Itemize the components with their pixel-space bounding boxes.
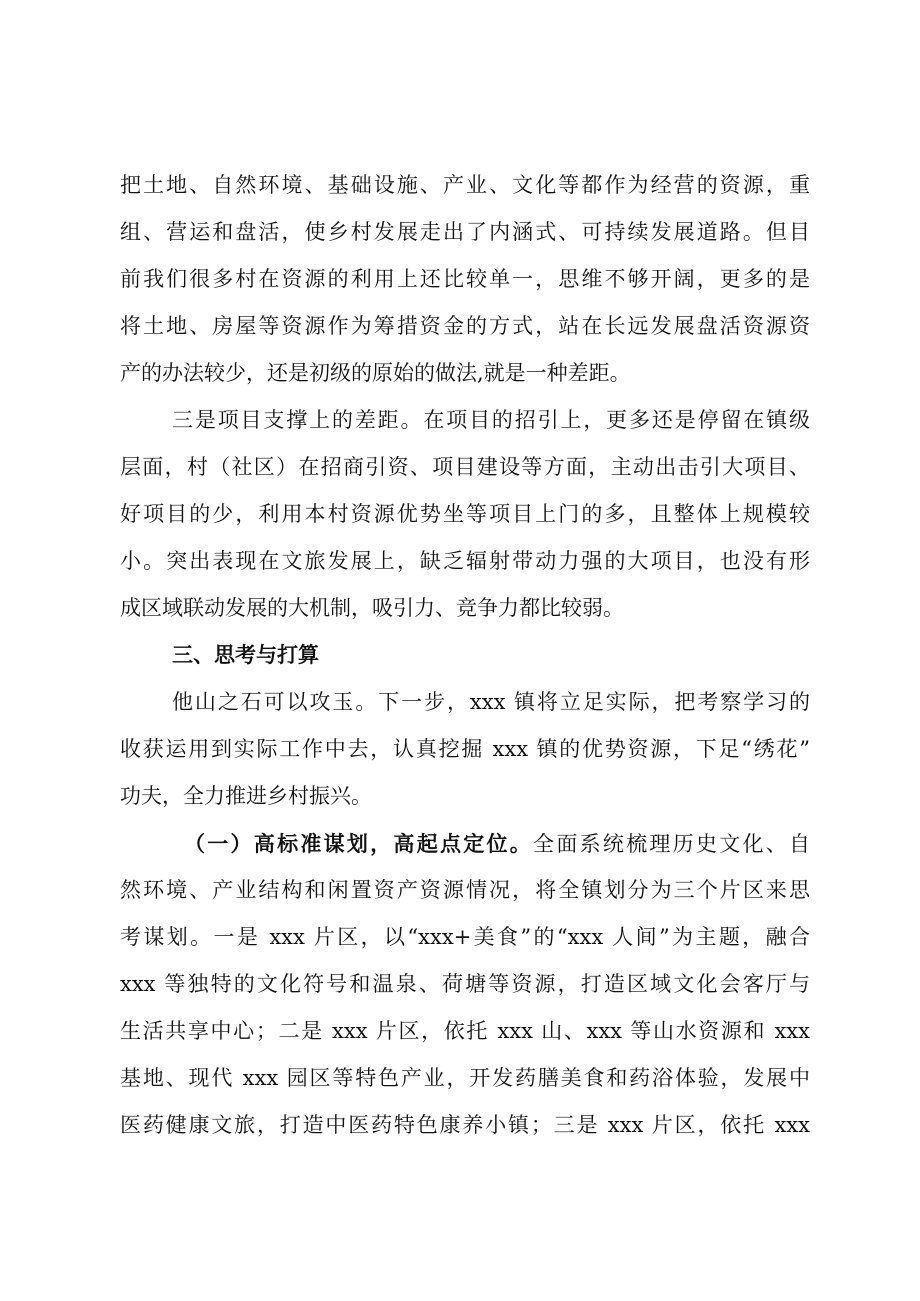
paragraph-4-line-1-rest: 全面系统梳理历史文化、自 [533,832,810,856]
paragraph-2-line-2: 层面，村（社区）在招商引资、项目建设等方面，主动出击引大项目、 [120,455,810,479]
paragraph-2-line-5: 成区域联动发展的大机制，吸引力、竞争力都比较弱。 [120,596,624,620]
paragraph-1-line-5: 产的办法较少，还是初级的原始的做法,就是一种差距。 [120,361,631,385]
paragraph-1-line-1: 把土地、自然环境、基础设施、产业、文化等都作为经营的资源，重 [120,173,810,197]
paragraph-4-line-3: 考谋划。一是 xxx 片区，以“xxx+美食”的“xxx 人间”为主题，融合 [120,925,810,949]
paragraph-3-line-1: 他山之石可以攻玉。下一步，xxx 镇将立足实际，把考察学习的 [172,690,810,714]
paragraph-4-line-6: 基地、现代 xxx 园区等特色产业，开发药膳美食和药浴体验，发展中 [120,1066,810,1090]
paragraph-4-line-1 [120,820,810,867]
paragraph-2-line-4: 小。突出表现在文旅发展上，缺乏辐射带动力强的大项目，也没有形 [120,549,810,573]
section-heading: 三、思考与打算 [172,643,319,667]
paragraph-1-line-3: 前我们很多村在资源的利用上还比较单一，思维不够开阔，更多的是 [120,267,810,291]
document-body [120,162,810,1149]
paragraph-4-lead: （一）高标准谋划，高起点定位。 [184,831,534,856]
paragraph-2-line-1: 三是项目支撑上的差距。在项目的招引上，更多还是停留在镇级 [172,408,810,432]
paragraph-4-line-4: xxx 等独特的文化符号和温泉、荷塘等资源，打造区域文化会客厅与 [120,972,810,996]
paragraph-2-line-3: 好项目的少，利用本村资源优势坐等项目上门的多，且整体上规模较 [120,502,810,526]
paragraph-3-line-2: 收获运用到实际工作中去，认真挖掘 xxx 镇的优势资源，下足“绣花” [120,737,810,761]
paragraph-4-line-7: 医药健康文旅，打造中医药特色康养小镇；三是 xxx 片区，依托 xxx [120,1113,810,1137]
paragraph-1-line-2: 组、营运和盘活，使乡村发展走出了内涵式、可持续发展道路。但目 [120,220,810,244]
paragraph-1-line-4: 将土地、房屋等资源作为筹措资金的方式，站在长远发展盘活资源资 [120,314,810,338]
paragraph-4-line-2: 然环境、产业结构和闲置资产资源情况，将全镇划分为三个片区来思 [120,878,810,902]
paragraph-3-line-3: 功夫，全力推进乡村振兴。 [120,784,372,808]
paragraph-4-line-5: 生活共享中心；二是 xxx 片区，依托 xxx 山、xxx 等山水资源和 xxx [120,1019,810,1043]
